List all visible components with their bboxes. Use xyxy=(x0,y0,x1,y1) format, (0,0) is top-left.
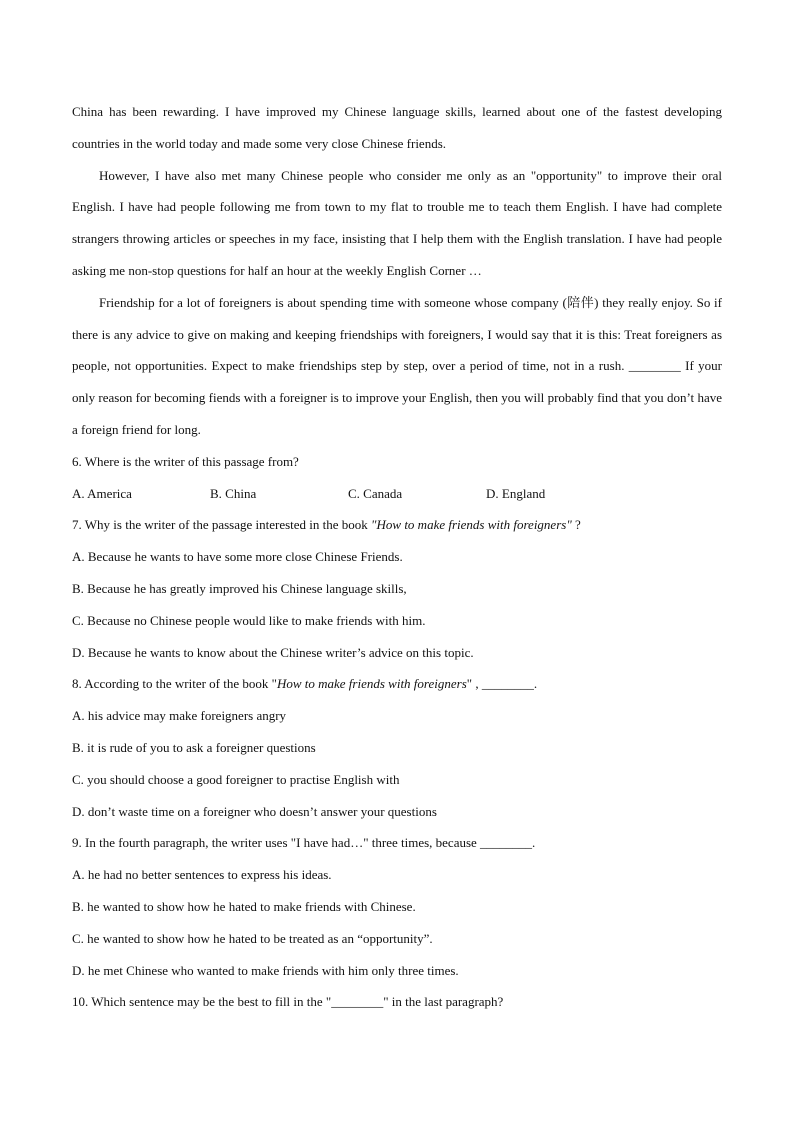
question-6-option-a: A. America xyxy=(72,485,132,501)
question-9-option-c: C. he wanted to show how he hated to be treated as an “opportunity”. xyxy=(72,930,433,946)
question-7-stem-text: 7. Why is the writer of the passage interested in the book xyxy=(72,517,372,533)
question-8-option-d: D. don’t waste time on a foreigner who doesn’t answer your questions xyxy=(72,803,437,819)
question-10-stem: 10. Which sentence may be the best to fill in the "________" in the last paragraph? xyxy=(72,994,504,1010)
question-7-option-d: D. Because he wants to know about the Chinese writer’s advice on this topic. xyxy=(72,644,474,660)
question-7-option-a: A. Because he wants to have some more close Chinese Friends. xyxy=(72,549,403,565)
question-8-stem xyxy=(72,668,722,700)
passage-paragraph-2: However, I have also met many Chinese people who consider me only as an "opportunity" to improve their oral English. I have had people following me from town to my flat to trouble me to teach them English. I have had complete strangers throwing articles or speeches in my face, insisting that I help them with the English translation. I have had people asking me non-stop questions for half an hour at the weekly English Corner … xyxy=(72,167,722,278)
question-6-option-d: D. England xyxy=(486,485,546,501)
question-6-options xyxy=(72,478,722,510)
question-9-stem: 9. In the fourth paragraph, the writer uses "I have had…" three times, because ________. xyxy=(72,835,536,851)
question-7-book-title: "How to make friends with foreigners" xyxy=(371,517,572,533)
question-7-option-b: B. Because he has greatly improved his Chinese language skills, xyxy=(72,580,407,596)
question-8-book-title: How to make friends with foreigners xyxy=(276,676,467,692)
question-6-option-b: B. China xyxy=(210,485,257,501)
question-7-stem xyxy=(72,509,722,541)
question-7-stem-end: ? xyxy=(571,517,581,533)
question-9-option-a: A. he had no better sentences to express his ideas. xyxy=(72,867,332,883)
question-8-option-a: A. his advice may make foreigners angry xyxy=(72,708,287,724)
question-9-option-b: B. he wanted to show how he hated to make friends with Chinese. xyxy=(72,898,416,914)
question-8-stem-text: 8. According to the writer of the book " xyxy=(72,676,277,692)
document-page xyxy=(72,96,722,1018)
passage-paragraph-3: Friendship for a lot of foreigners is about spending time with someone whose company (陪伴) they really enjoy. So if there is any advice to give on making and keeping friendships with foreigners, I would say that it is this: Treat foreigners as people, not opportunities. Expect to make friendships step by step, over a period of time, not in a rush. ________ If your only reason for becoming fiends with a foreigner is to improve your English, then you will probably find that you don’t have a foreign friend for long. xyxy=(72,294,722,437)
question-8-option-c: C. you should choose a good foreigner to practise English with xyxy=(72,771,400,787)
passage-paragraph-1: China has been rewarding. I have improved my Chinese language skills, learned about one of the fastest developing countries in the world today and made some very close Chinese friends. xyxy=(72,104,722,151)
question-6-stem: 6. Where is the writer of this passage from? xyxy=(72,453,299,469)
question-8-option-b: B. it is rude of you to ask a foreigner questions xyxy=(72,739,316,755)
question-7-option-c: C. Because no Chinese people would like to make friends with him. xyxy=(72,612,426,628)
question-9-option-d: D. he met Chinese who wanted to make friends with him only three times. xyxy=(72,962,459,978)
question-6-option-c: C. Canada xyxy=(348,485,403,501)
question-8-stem-end: " , ________. xyxy=(466,676,538,692)
